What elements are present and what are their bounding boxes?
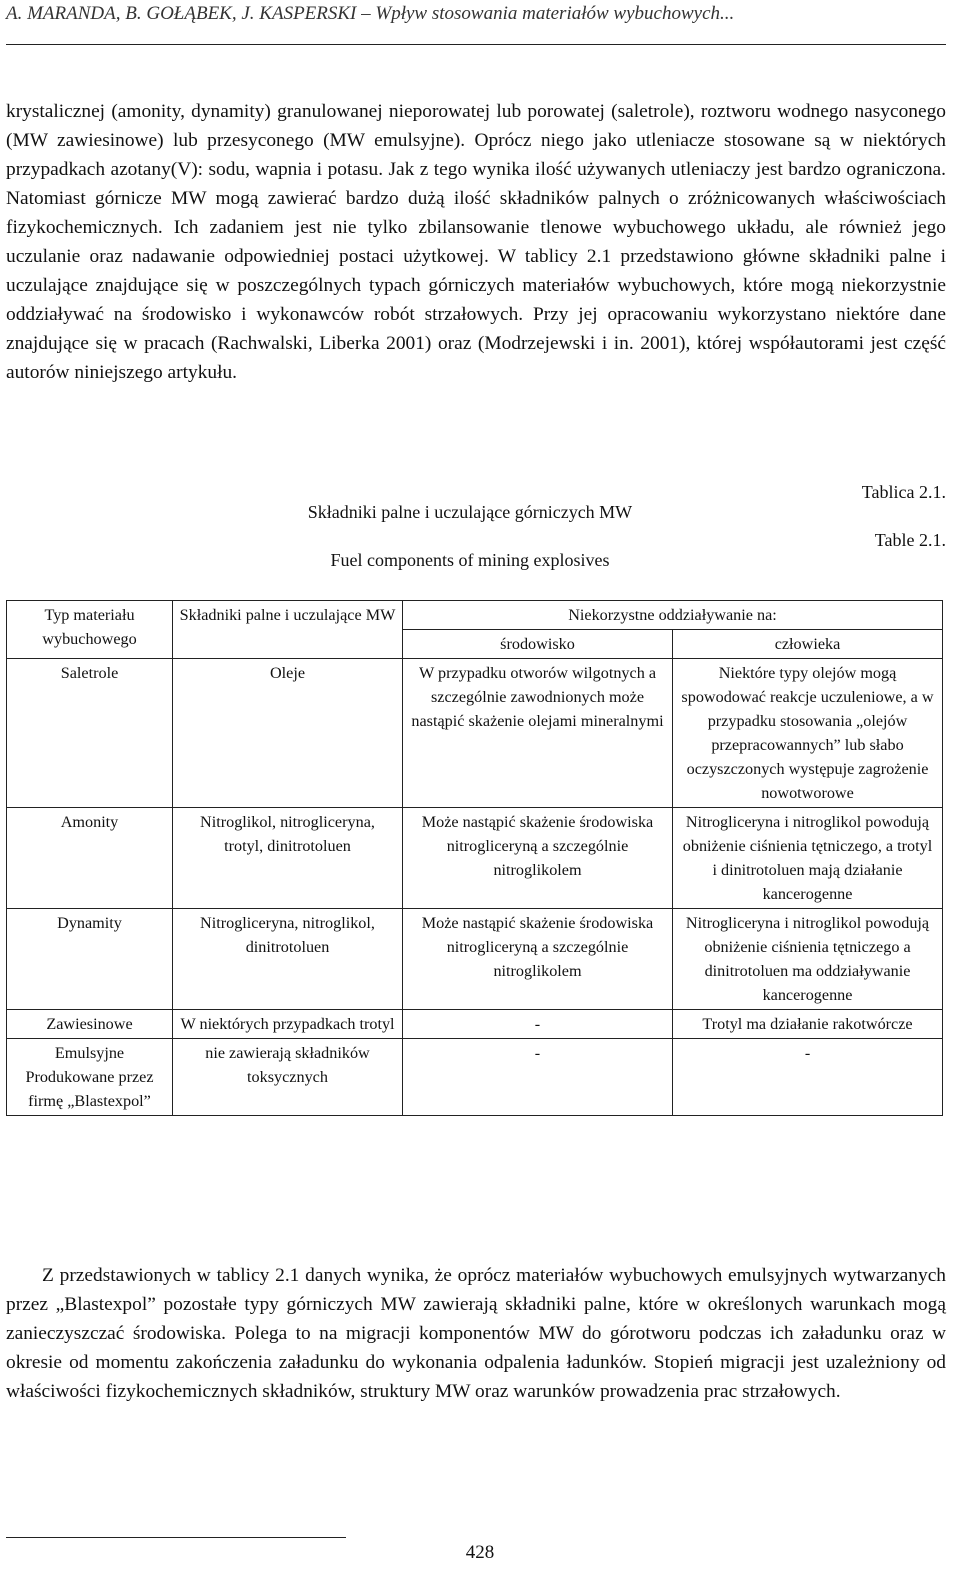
cell-human: Niektóre typy olejów mogą spowodować reakcje uczuleniowe, a w przypadku stosowania „olejów przepracowannych” lub słabo oczyszczonych występuje zagrożenie nowotworowe <box>673 659 943 808</box>
header-human: człowieka <box>673 630 943 659</box>
cell-type: Zawiesinowe <box>7 1010 173 1039</box>
cell-components: Nitroglikol, nitrogliceryna, trotyl, dinitrotoluen <box>173 808 403 909</box>
body-paragraph-1: krystalicznej (amonity, dynamity) granulowanej nieporowatej lub porowatej (saletrole), roztworu wodnego nasyconego (MW zawiesinowe) lub przesyconego (MW emulsyjne). Oprócz niego jako utleniacze stosowane są w niektórych przypadkach azotany(V): sodu, wapnia i potasu. Jak z tego wynika ilość używanych utleniaczy jest bardzo ograniczona. Natomiast górnicze MW mogą zawierać bardzo dużą ilość składników palnych o zróżnicowanych właściwościach fizykochemicznych. Ich zadaniem jest nie tylko zbilansowanie tlenowe wybuchowego układu, ale również jego uczulanie oraz nadawanie odpowiedniej postaci użytkowej. W tablicy 2.1 przedstawiono główne składniki palne i uczulające znajdujące się w poszczególnych typach górniczych materiałów wybuchowych, które mogą niekorzystnie oddziaływać na środowisko i wykonawców robót strzałowych. Przy jej opracowaniu wykorzystano niektóre dane znajdujące się w pracach (Rachwalski, Liberka 2001) oraz (Modrzejewski i in. 2001), której współautorami jest część autorów niniejszego artykułu. <box>6 101 946 383</box>
cell-human: Trotyl ma działanie rakotwórcze <box>673 1010 943 1039</box>
cell-environment: W przypadku otworów wilgotnych a szczególnie zawodnionych może nastąpić skażenie olejami mineralnymi <box>403 659 673 808</box>
cell-components: W niektórych przypadkach trotyl <box>173 1010 403 1039</box>
table-row <box>7 1010 943 1039</box>
cell-environment: - <box>403 1010 673 1039</box>
running-head: A. MARANDA, B. GOŁĄBEK, J. KASPERSKI – Wpływ stosowania materiałów wybuchowych... <box>6 3 735 24</box>
components-table <box>6 600 943 1116</box>
table-row <box>7 1039 943 1116</box>
cell-type: Emulsyjne Produkowane przez firmę „Blastexpol” <box>7 1039 173 1116</box>
header-rule <box>6 44 946 45</box>
table-number-en: Table 2.1. <box>874 530 946 550</box>
cell-components: nie zawierają składników toksycznych <box>173 1039 403 1116</box>
cell-environment: Może nastąpić skażenie środowiska nitrogliceryną a szczególnie nitroglikolem <box>403 808 673 909</box>
cell-components: Oleje <box>173 659 403 808</box>
table-title-pl: Składniki palne i uczulające górniczych MW <box>307 502 633 522</box>
table-title-en: Fuel components of mining explosives <box>330 550 610 570</box>
cell-human: Nitrogliceryna i nitroglikol powodują obniżenie ciśnienia tętniczego a dinitrotoluen ma oddziaływanie kancerogenne <box>673 909 943 1010</box>
table-number-pl: Tablica 2.1. <box>861 482 946 502</box>
cell-type: Amonity <box>7 808 173 909</box>
header-environment: środowisko <box>403 630 673 659</box>
table-row <box>7 659 943 808</box>
cell-type: Dynamity <box>7 909 173 1010</box>
table-header-row <box>7 601 943 630</box>
cell-human: - <box>673 1039 943 1116</box>
body-paragraph-2: Z przedstawionych w tablicy 2.1 danych wynika, że oprócz materiałów wybuchowych emulsyjnych wytwarzanych przez „Blastexpol” pozostałe typy górniczych MW zawierają składniki palne, które w określonych warunkach mogą zanieczyszczać środowiska. Polega to na migracji komponentów MW do górotworu podczas ich załadunku oraz w okresie od momentu zakończenia załadunku do wykonania odpalenia ładunków. Stopień migracji jest uzależniony od właściwości fizykochemicznych składników, struktury MW oraz warunków prowadzenia prac strzałowych. <box>6 1265 946 1402</box>
cell-environment: - <box>403 1039 673 1116</box>
header-components: Składniki palne i uczulające MW <box>173 601 403 659</box>
cell-components: Nitrogliceryna, nitroglikol, dinitrotoluen <box>173 909 403 1010</box>
cell-environment: Może nastąpić skażenie środowiska nitrogliceryną a szczególnie nitroglikolem <box>403 909 673 1010</box>
cell-type: Saletrole <box>7 659 173 808</box>
page-number: 428 <box>465 1542 495 1563</box>
header-type: Typ materiału wybuchowego <box>7 601 173 659</box>
footer-rule <box>6 1537 346 1538</box>
cell-human: Nitrogliceryna i nitroglikol powodują obniżenie ciśnienia tętniczego, a trotyl i dinitrotoluen mają działanie kancerogenne <box>673 808 943 909</box>
table-row <box>7 909 943 1010</box>
table-row <box>7 808 943 909</box>
header-adverse: Niekorzystne oddziaływanie na: <box>403 601 943 630</box>
